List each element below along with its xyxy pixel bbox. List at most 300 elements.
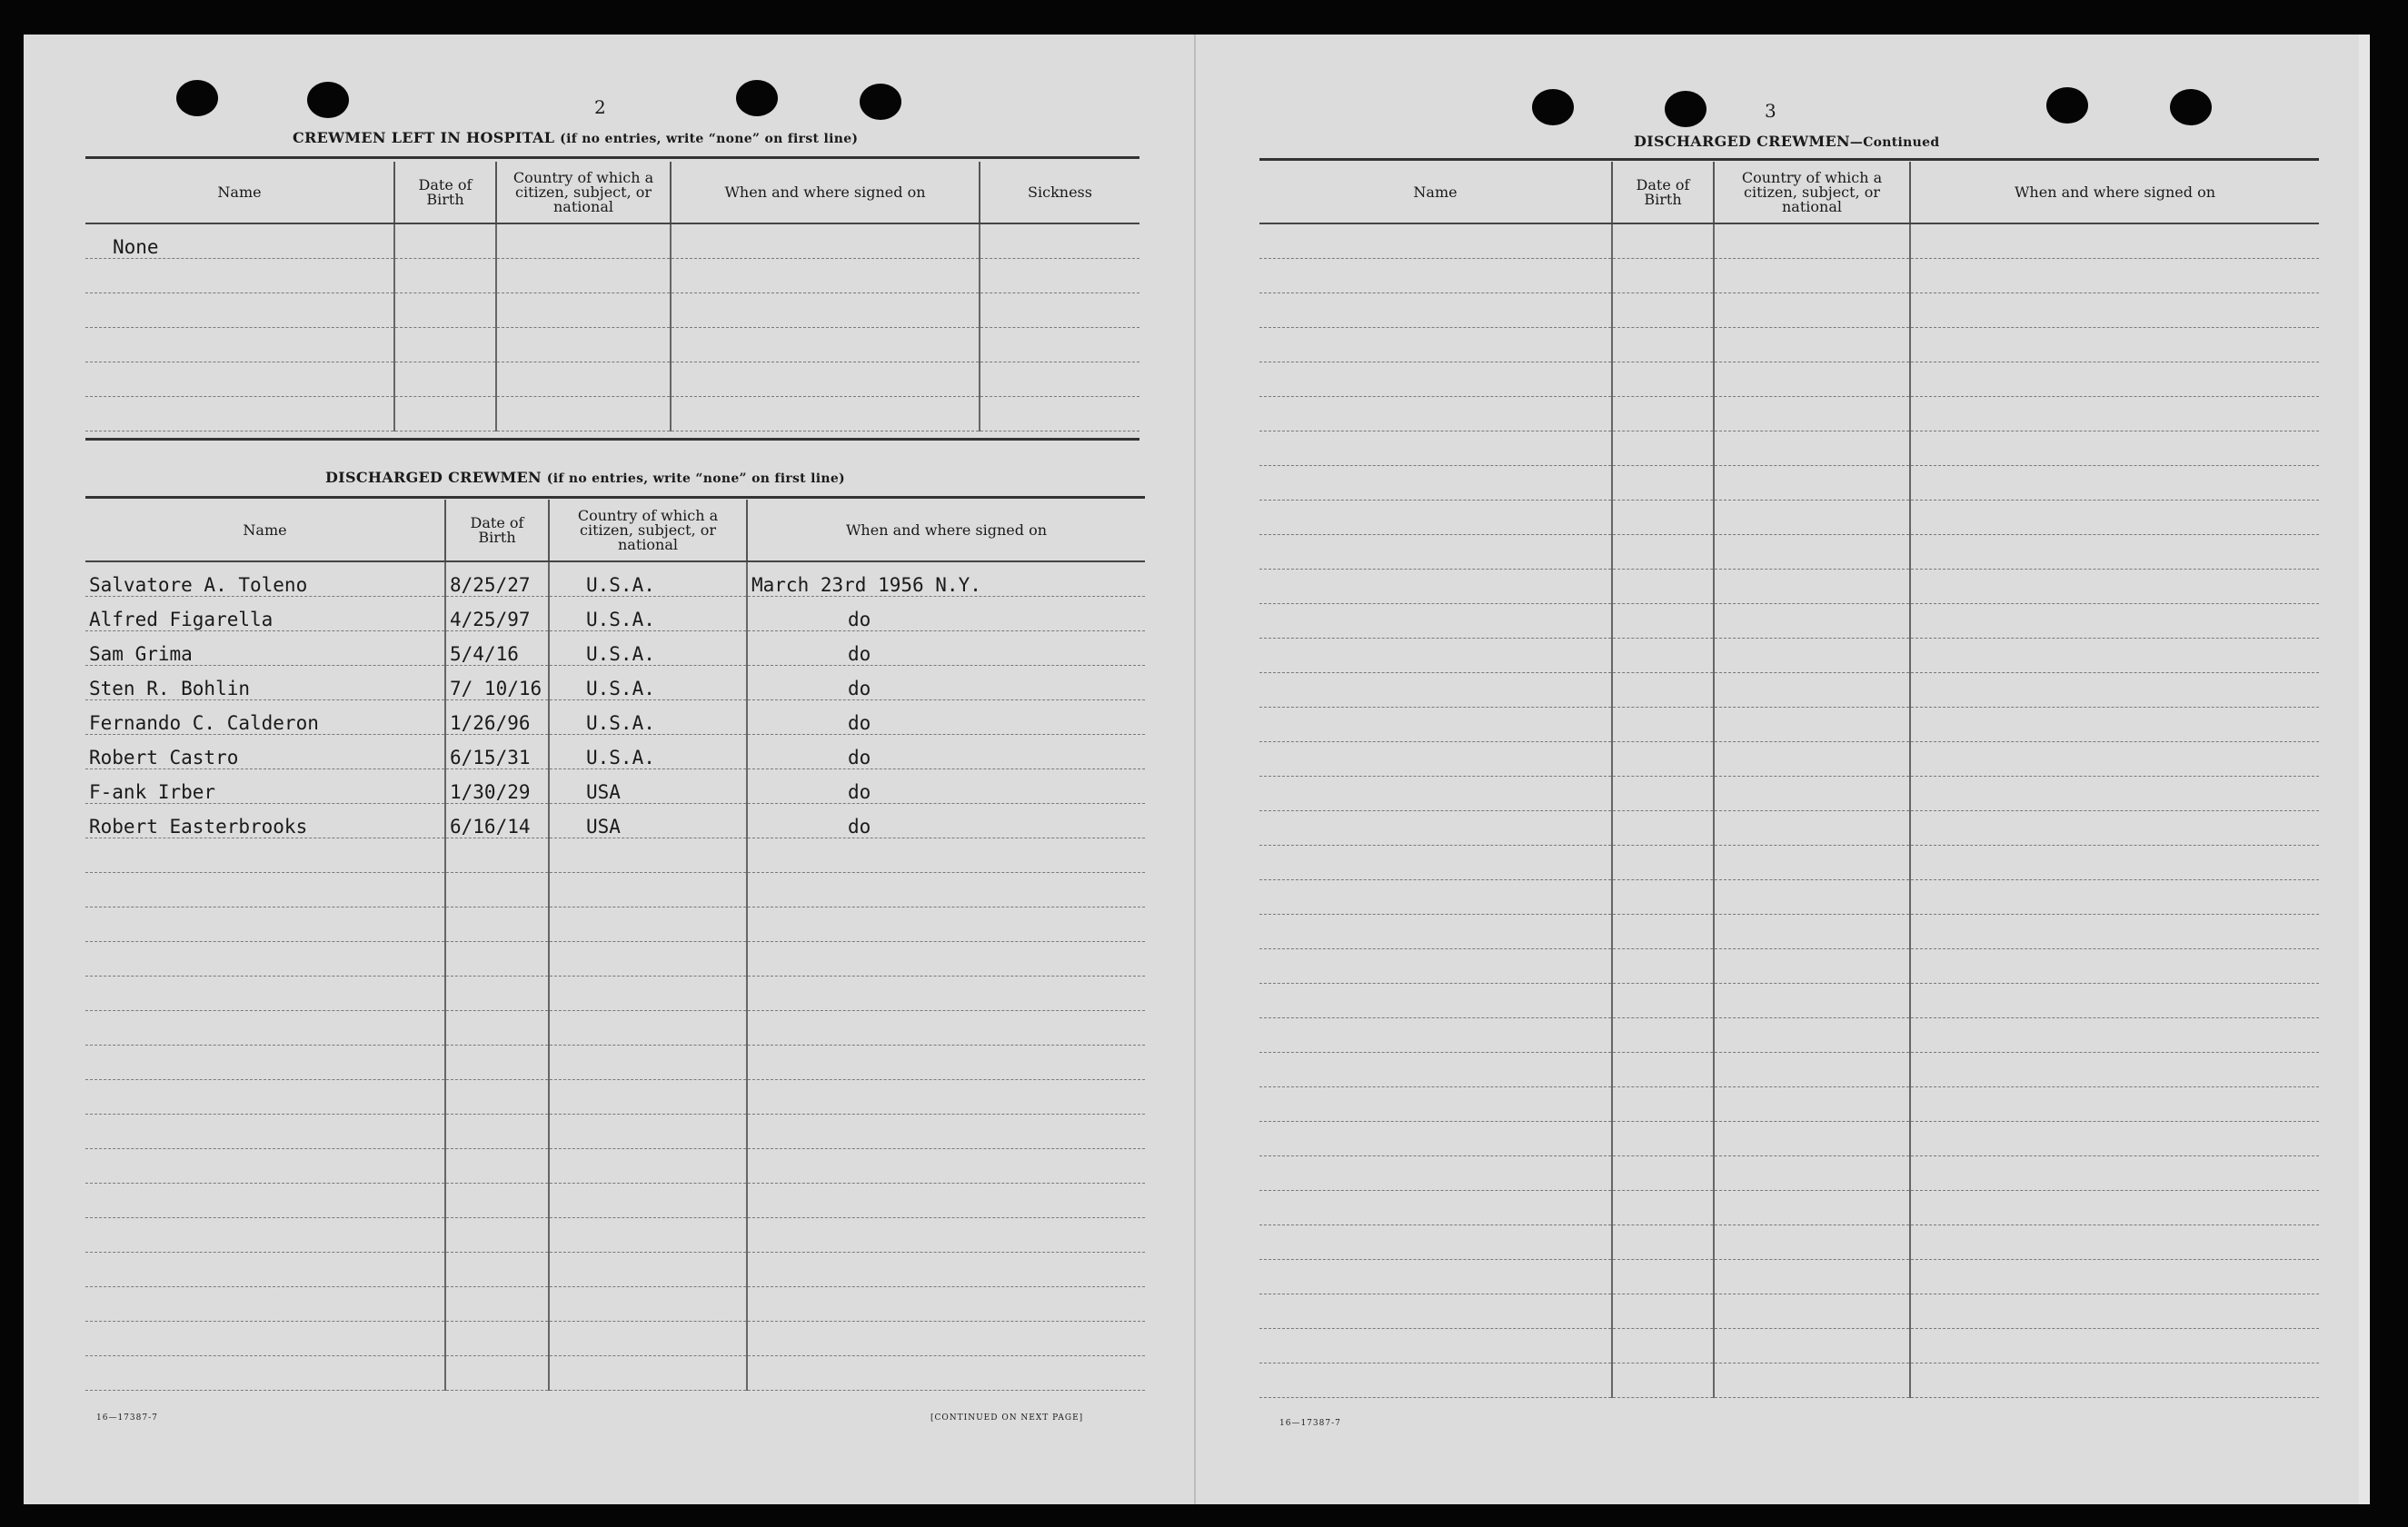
table-row (1259, 1086, 2319, 1121)
table-cell (1612, 707, 1714, 741)
table-cell (1259, 672, 1612, 707)
table-cell (1714, 431, 1910, 465)
continued-note: [CONTINUED ON NEXT PAGE] (930, 1413, 1084, 1423)
table-cell (747, 1286, 1145, 1321)
table-row (1259, 1121, 2319, 1155)
table-row (1259, 1052, 2319, 1086)
table-row (1259, 914, 2319, 948)
hospital-bottom-rule (85, 438, 1139, 441)
table-cell (1714, 362, 1910, 396)
table-cell: USA (549, 803, 747, 838)
table-cell (1259, 258, 1612, 293)
table-cell (1910, 465, 2319, 500)
table-cell (1910, 672, 2319, 707)
table-cell (1612, 603, 1714, 638)
table-cell (1259, 1190, 1612, 1225)
table-cell: 5/4/16 (445, 630, 549, 665)
table-cell: do (747, 768, 1145, 803)
table-row (1259, 534, 2319, 569)
table-cell (1714, 983, 1910, 1017)
table-row (85, 1045, 1145, 1079)
column-header: When and where signed on (671, 162, 980, 223)
table-cell (549, 941, 747, 976)
table-cell (549, 872, 747, 907)
table-cell (1910, 258, 2319, 293)
table-cell (1259, 707, 1612, 741)
table-cell (445, 1079, 549, 1114)
table-cell (85, 293, 394, 327)
table-cell: F-ank Irber (85, 768, 445, 803)
table-row (85, 630, 1145, 665)
table-cell: Sam Grima (85, 630, 445, 665)
punch-hole-icon (860, 84, 901, 120)
table-cell (85, 1252, 445, 1286)
punch-hole-icon (307, 82, 349, 118)
table-cell (1612, 1190, 1714, 1225)
table-cell (1612, 914, 1714, 948)
table-row (85, 768, 1145, 803)
table-cell (1714, 500, 1910, 534)
table-cell (1714, 879, 1910, 914)
table-cell (1910, 223, 2319, 258)
table-row (1259, 1328, 2319, 1363)
column-header: Sickness (980, 162, 1139, 223)
table-cell (1612, 431, 1714, 465)
table-cell (1612, 1294, 1714, 1328)
table-cell (445, 1183, 549, 1217)
table-cell (496, 223, 671, 258)
table-row (85, 907, 1145, 941)
table-cell (1910, 1190, 2319, 1225)
table-cell (85, 872, 445, 907)
table-cell (1910, 603, 2319, 638)
table-row (85, 362, 1139, 396)
hospital-section-title: CREWMEN LEFT IN HOSPITAL (if no entries, write “none” on first line) (293, 129, 859, 146)
table-cell (1259, 1052, 1612, 1086)
table-cell (1612, 1363, 1714, 1397)
table-cell: Alfred Figarella (85, 596, 445, 630)
table-row (1259, 1363, 2319, 1397)
discharged-section-title: DISCHARGED CREWMEN (if no entries, write “none” on first line) (325, 469, 845, 486)
table-cell (747, 976, 1145, 1010)
table-row (1259, 327, 2319, 362)
table-cell (1612, 741, 1714, 776)
table-row (1259, 741, 2319, 776)
table-cell (747, 872, 1145, 907)
table-cell (394, 362, 496, 396)
table-cell (85, 1183, 445, 1217)
table-cell (445, 1321, 549, 1355)
table-cell (394, 327, 496, 362)
table-cell (1910, 1017, 2319, 1052)
table-row (85, 1079, 1145, 1114)
table-cell (1910, 879, 2319, 914)
table-cell (496, 293, 671, 327)
table-cell (671, 258, 980, 293)
table-cell (1259, 638, 1612, 672)
column-header: When and where signed on (747, 500, 1145, 561)
table-cell (549, 1217, 747, 1252)
table-cell (747, 1183, 1145, 1217)
table-row (85, 838, 1145, 872)
table-cell (1259, 569, 1612, 603)
table-cell: Robert Easterbrooks (85, 803, 445, 838)
table-cell (496, 327, 671, 362)
table-cell (1714, 1086, 1910, 1121)
table-cell (1910, 810, 2319, 845)
table-cell: U.S.A. (549, 665, 747, 699)
table-cell (496, 396, 671, 431)
manifest-paper (24, 35, 2359, 1504)
table-row (1259, 1017, 2319, 1052)
table-cell (1910, 1259, 2319, 1294)
table-cell: Robert Castro (85, 734, 445, 768)
table-cell (1910, 1121, 2319, 1155)
table-cell (1612, 258, 1714, 293)
table-cell (1259, 1328, 1612, 1363)
table-cell (549, 1148, 747, 1183)
table-cell (1910, 707, 2319, 741)
table-row (1259, 1225, 2319, 1259)
table-cell (445, 1355, 549, 1390)
table-row (85, 1286, 1145, 1321)
table-row (85, 1183, 1145, 1217)
table-cell (549, 838, 747, 872)
table-cell (1714, 1017, 1910, 1052)
table-cell (85, 1355, 445, 1390)
table-cell (496, 362, 671, 396)
page-number: 3 (1765, 100, 1776, 122)
table-cell (1612, 293, 1714, 327)
table-cell (1259, 948, 1612, 983)
table-cell (1910, 1294, 2319, 1328)
table-cell (394, 293, 496, 327)
table-cell (549, 1321, 747, 1355)
column-header: Name (1259, 162, 1612, 223)
table-cell (1612, 327, 1714, 362)
table-cell (1910, 948, 2319, 983)
table-cell (85, 1045, 445, 1079)
table-cell (1714, 810, 1910, 845)
table-cell (1714, 603, 1910, 638)
table-row (85, 258, 1139, 293)
table-cell (1259, 223, 1612, 258)
table-cell (1612, 500, 1714, 534)
column-header: Date of Birth (394, 162, 496, 223)
table-cell (1910, 741, 2319, 776)
table-cell (1714, 396, 1910, 431)
table-cell (747, 907, 1145, 941)
table-cell: U.S.A. (549, 630, 747, 665)
table-row (1259, 1294, 2319, 1328)
table-cell (747, 1079, 1145, 1114)
table-cell (445, 1252, 549, 1286)
right-top-rule (1259, 158, 2319, 161)
table-cell (1259, 1086, 1612, 1121)
table-cell (85, 907, 445, 941)
column-header: Date of Birth (1612, 162, 1714, 223)
table-cell (85, 1148, 445, 1183)
table-cell (1714, 1225, 1910, 1259)
table-row (85, 1148, 1145, 1183)
table-cell (1910, 431, 2319, 465)
table-cell (671, 327, 980, 362)
table-cell (1612, 223, 1714, 258)
table-cell (1612, 672, 1714, 707)
table-cell (1910, 500, 2319, 534)
table-row (85, 1010, 1145, 1045)
table-cell: U.S.A. (549, 596, 747, 630)
table-cell (1910, 914, 2319, 948)
form-code: 16—17387-7 (1279, 1419, 1341, 1428)
table-cell (549, 907, 747, 941)
table-cell (85, 1010, 445, 1045)
table-cell (1910, 845, 2319, 879)
punch-hole-icon (176, 80, 218, 116)
table-cell (1714, 465, 1910, 500)
table-cell (747, 1355, 1145, 1390)
table-cell (1259, 396, 1612, 431)
table-cell (549, 976, 747, 1010)
table-cell (671, 293, 980, 327)
table-cell (1259, 1259, 1612, 1294)
table-cell (549, 1252, 747, 1286)
table-cell: U.S.A. (549, 734, 747, 768)
table-cell (85, 838, 445, 872)
table-cell (1714, 258, 1910, 293)
table-cell (1259, 1121, 1612, 1155)
table-row (1259, 258, 2319, 293)
table-cell (1259, 741, 1612, 776)
table-cell (445, 976, 549, 1010)
table-cell (747, 1114, 1145, 1148)
table-cell (1259, 776, 1612, 810)
table-cell (1612, 1052, 1714, 1086)
table-cell (85, 1217, 445, 1252)
table-cell (1612, 1328, 1714, 1363)
table-cell (1714, 1294, 1910, 1328)
table-cell (445, 907, 549, 941)
table-row (85, 803, 1145, 838)
table-cell (1612, 396, 1714, 431)
table-row (85, 1252, 1145, 1286)
table-row (85, 327, 1139, 362)
table-cell: Sten R. Bohlin (85, 665, 445, 699)
table-cell (394, 223, 496, 258)
table-cell (1714, 1259, 1910, 1294)
table-cell: 1/30/29 (445, 768, 549, 803)
table-cell (747, 941, 1145, 976)
table-cell (549, 1183, 747, 1217)
table-cell (1612, 845, 1714, 879)
table-cell (1259, 845, 1612, 879)
table-row (1259, 396, 2319, 431)
table-cell (549, 1114, 747, 1148)
table-row (1259, 293, 2319, 327)
table-cell (671, 362, 980, 396)
table-cell (1714, 1363, 1910, 1397)
table-row (1259, 845, 2319, 879)
table-row (1259, 948, 2319, 983)
table-cell (1714, 1328, 1910, 1363)
table-cell (496, 258, 671, 293)
table-cell (1612, 1259, 1714, 1294)
table-cell (549, 1355, 747, 1390)
table-cell (1612, 948, 1714, 983)
table-cell (445, 1148, 549, 1183)
table-cell: 7/ 10/16 (445, 665, 549, 699)
table-cell (1612, 534, 1714, 569)
table-cell (1612, 1086, 1714, 1121)
table-cell: do (747, 803, 1145, 838)
table-cell (980, 258, 1139, 293)
table-cell (1714, 1052, 1910, 1086)
table-cell (1910, 569, 2319, 603)
table-cell (85, 1286, 445, 1321)
table-cell (1259, 879, 1612, 914)
table-cell (1259, 914, 1612, 948)
table-cell (1910, 362, 2319, 396)
table-cell (1714, 1155, 1910, 1190)
table-cell (85, 1114, 445, 1148)
table-cell (445, 941, 549, 976)
table-cell: 4/25/97 (445, 596, 549, 630)
table-cell (1259, 431, 1612, 465)
table-row (1259, 362, 2319, 396)
table-cell (1259, 1155, 1612, 1190)
table-cell (747, 1045, 1145, 1079)
table-cell (549, 1045, 747, 1079)
table-cell: do (747, 665, 1145, 699)
table-cell (445, 838, 549, 872)
hospital-table (85, 162, 1139, 431)
table-cell (747, 1252, 1145, 1286)
table-cell: do (747, 734, 1145, 768)
table-cell (1612, 465, 1714, 500)
table-row (1259, 1190, 2319, 1225)
table-cell (747, 838, 1145, 872)
table-cell (1910, 396, 2319, 431)
table-cell (980, 223, 1139, 258)
table-cell (980, 362, 1139, 396)
table-cell (1612, 776, 1714, 810)
table-cell (1612, 879, 1714, 914)
table-cell: U.S.A. (549, 699, 747, 734)
table-cell (85, 976, 445, 1010)
column-header: Date of Birth (445, 500, 549, 561)
column-header: Country of which a citizen, subject, or national (1714, 162, 1910, 223)
table-cell (1910, 776, 2319, 810)
table-cell: do (747, 630, 1145, 665)
table-cell (85, 1321, 445, 1355)
table-cell (1259, 500, 1612, 534)
table-cell (445, 1217, 549, 1252)
column-header: Country of which a citizen, subject, or national (496, 162, 671, 223)
table-cell (85, 362, 394, 396)
table-row (85, 1217, 1145, 1252)
table-cell (1910, 327, 2319, 362)
table-cell (747, 1217, 1145, 1252)
table-row (85, 293, 1139, 327)
table-cell: do (747, 699, 1145, 734)
table-row (85, 872, 1145, 907)
table-cell (1714, 1190, 1910, 1225)
table-cell (1714, 534, 1910, 569)
table-cell: None (85, 223, 394, 258)
table-row (1259, 707, 2319, 741)
table-row (85, 699, 1145, 734)
table-cell (1714, 293, 1910, 327)
page-fold (1194, 35, 1196, 1504)
table-cell (1714, 776, 1910, 810)
table-cell (1714, 741, 1910, 776)
table-cell: 6/16/14 (445, 803, 549, 838)
table-cell (394, 396, 496, 431)
table-cell (1612, 1225, 1714, 1259)
hospital-top-rule (85, 156, 1139, 159)
table-cell (1259, 1017, 1612, 1052)
table-row (1259, 603, 2319, 638)
table-row (85, 1355, 1145, 1390)
table-row (1259, 879, 2319, 914)
discharged-continued-title: DISCHARGED CREWMEN—Continued (1634, 133, 1940, 150)
table-cell (1259, 810, 1612, 845)
table-cell (85, 258, 394, 293)
table-row (85, 734, 1145, 768)
table-cell (1612, 1017, 1714, 1052)
table-cell (1714, 223, 1910, 258)
table-cell (1910, 1225, 2319, 1259)
discharged-continued-table (1259, 162, 2319, 1398)
column-header: Country of which a citizen, subject, or national (549, 500, 747, 561)
table-cell (1612, 638, 1714, 672)
table-cell: March 23rd 1956 N.Y. (747, 561, 1145, 596)
table-cell: 8/25/27 (445, 561, 549, 596)
table-cell (549, 1010, 747, 1045)
table-cell (1910, 1328, 2319, 1363)
table-cell (671, 223, 980, 258)
table-cell (1910, 1052, 2319, 1086)
table-row (1259, 569, 2319, 603)
table-cell (1259, 327, 1612, 362)
table-row (85, 1321, 1145, 1355)
table-cell (1259, 293, 1612, 327)
punch-hole-icon (2170, 89, 2212, 125)
column-header: Name (85, 500, 445, 561)
table-cell (671, 396, 980, 431)
table-row (1259, 223, 2319, 258)
table-cell: 6/15/31 (445, 734, 549, 768)
table-row (85, 1114, 1145, 1148)
table-cell (1259, 1294, 1612, 1328)
table-cell (1714, 327, 1910, 362)
column-header: Name (85, 162, 394, 223)
table-cell (1910, 1363, 2319, 1397)
table-cell (747, 1321, 1145, 1355)
table-row (85, 665, 1145, 699)
table-cell: do (747, 596, 1145, 630)
punch-hole-icon (2046, 87, 2088, 124)
column-header: When and where signed on (1910, 162, 2319, 223)
table-row (85, 223, 1139, 258)
punch-hole-icon (736, 80, 778, 116)
table-cell (1714, 1121, 1910, 1155)
table-cell (1259, 603, 1612, 638)
table-row (1259, 1259, 2319, 1294)
table-cell (1259, 362, 1612, 396)
table-cell (1259, 1363, 1612, 1397)
table-cell (1910, 293, 2319, 327)
